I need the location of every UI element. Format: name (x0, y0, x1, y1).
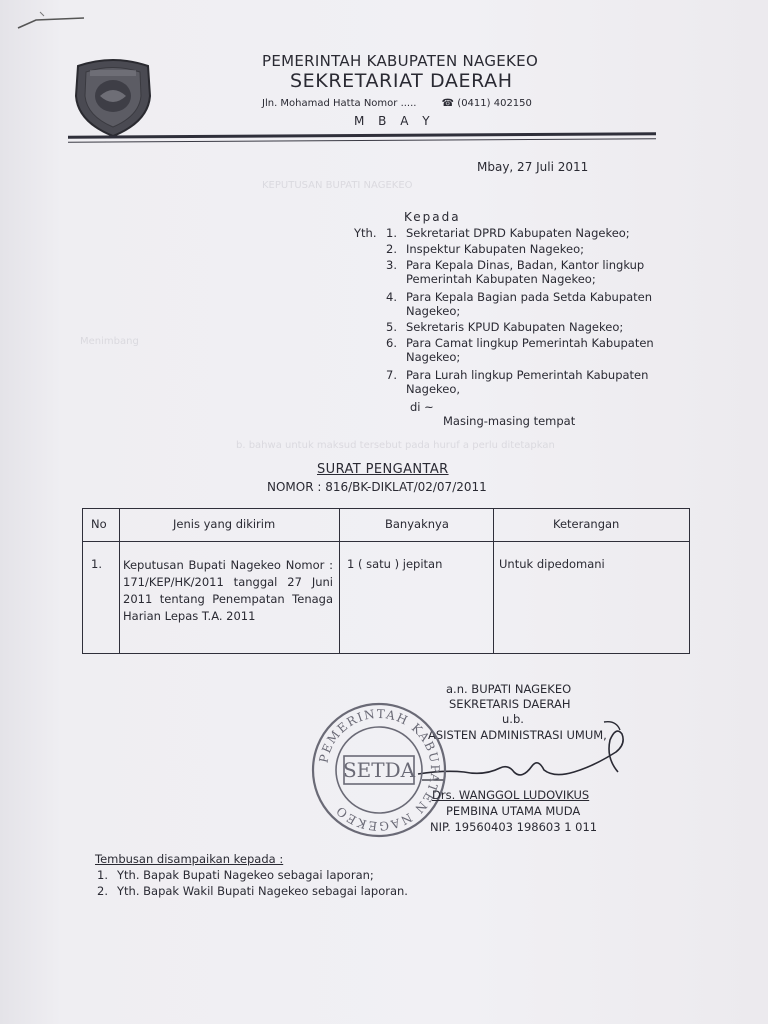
document-title: SURAT PENGANTAR (317, 462, 449, 477)
copies-title: Tembusan disampaikan kepada : (95, 852, 284, 866)
bleed-through-text: b. bahwa untuk maksud tersebut pada huruf a perlu ditetapkan (236, 440, 555, 451)
office-stamp-icon (306, 700, 452, 840)
table-header-note: Keterangan (553, 517, 620, 531)
bleed-through-text: KEPUTUSAN BUPATI NAGEKEO (262, 180, 413, 191)
recipients-location-prefix: di ~ (410, 400, 434, 414)
signature-on-behalf: a.n. BUPATI NAGEKEO (446, 682, 572, 696)
signatory-name: Drs. WANGGOL LUDOVIKUS (432, 788, 590, 802)
table-column-divider (493, 509, 494, 653)
table-cell-quantity: 1 ( satu ) jepitan (347, 557, 443, 571)
stamp-ring-text: PEMERINTAH KABUPATEN NAGEKEO (316, 706, 443, 834)
recipients-salutation: Yth. (354, 226, 377, 240)
phone-number: ☎ (0411) 402150 (441, 98, 532, 109)
signature-position: ASISTEN ADMINISTRASI UMUM, (428, 728, 607, 742)
office-address (262, 98, 532, 109)
table-cell-no: 1. (91, 557, 102, 571)
table-cell-note: Untuk dipedomani (499, 557, 605, 571)
recipients-location: Masing-masing tempat (443, 414, 576, 428)
table-header-no: No (91, 517, 107, 531)
table-column-divider (119, 509, 120, 653)
government-name: PEMERINTAH KABUPATEN NAGEKEO (262, 52, 539, 70)
table-column-divider (339, 509, 340, 653)
office-city: M B A Y (354, 114, 435, 128)
recipient-item: 1. Sekretariat DPRD Kabupaten Nagekeo; (386, 226, 630, 240)
regency-emblem-icon (70, 56, 156, 138)
table-header-quantity: Banyaknya (385, 517, 449, 531)
office-name: SEKRETARIAT DAERAH (290, 70, 513, 92)
signatory-nip: NIP. 19560403 198603 1 011 (430, 820, 598, 834)
recipient-item: 2. Inspektur Kabupaten Nagekeo; (386, 242, 584, 256)
copy-recipient: 1. Yth. Bapak Bupati Nagekeo sebagai laporan; (97, 868, 374, 882)
signature-secretary: SEKRETARIS DAERAH (449, 697, 571, 711)
recipients-heading: Kepada (404, 210, 461, 224)
document-number: NOMOR : 816/BK-DIKLAT/02/07/2011 (267, 480, 487, 494)
recipient-item: 3. Para Kepala Dinas, Badan, Kantor lingkup Pemerintah Kabupaten Nagekeo; (386, 258, 645, 286)
address-text: Jln. Mohamad Hatta Nomor ..... (262, 98, 417, 109)
letterhead-divider-thin (68, 138, 656, 143)
recipient-item: 7. Para Lurah lingkup Pemerintah Kabupaten Nagekeo, (386, 368, 649, 396)
table-header-item: Jenis yang dikirim (173, 517, 276, 531)
letter-date: Mbay, 27 Juli 2011 (477, 160, 589, 174)
table-cell-item: Keputusan Bupati Nagekeo Nomor : 171/KEP/HK/2011 tanggal 27 Juni 2011 tentang Penempatan Tenaga Harian Lepas T.A. 2011 (123, 558, 333, 623)
copy-recipient: 2. Yth. Bapak Wakil Bupati Nagekeo sebagai laporan. (97, 884, 408, 898)
table-header-divider (83, 541, 689, 542)
pen-mark-icon (14, 8, 86, 34)
bleed-through-text: Menimbang (80, 336, 139, 347)
recipient-item: 5. Sekretaris KPUD Kabupaten Nagekeo; (386, 320, 624, 334)
signature-ub: u.b. (502, 712, 524, 726)
shipment-table (82, 508, 690, 654)
stamp-center-text: SETDA (342, 758, 416, 782)
signatory-rank: PEMBINA UTAMA MUDA (446, 804, 581, 818)
recipient-item: 4. Para Kepala Bagian pada Setda Kabupaten Nagekeo; (386, 290, 653, 318)
recipient-item: 6. Para Camat lingkup Pemerintah Kabupaten Nagekeo; (386, 336, 654, 364)
